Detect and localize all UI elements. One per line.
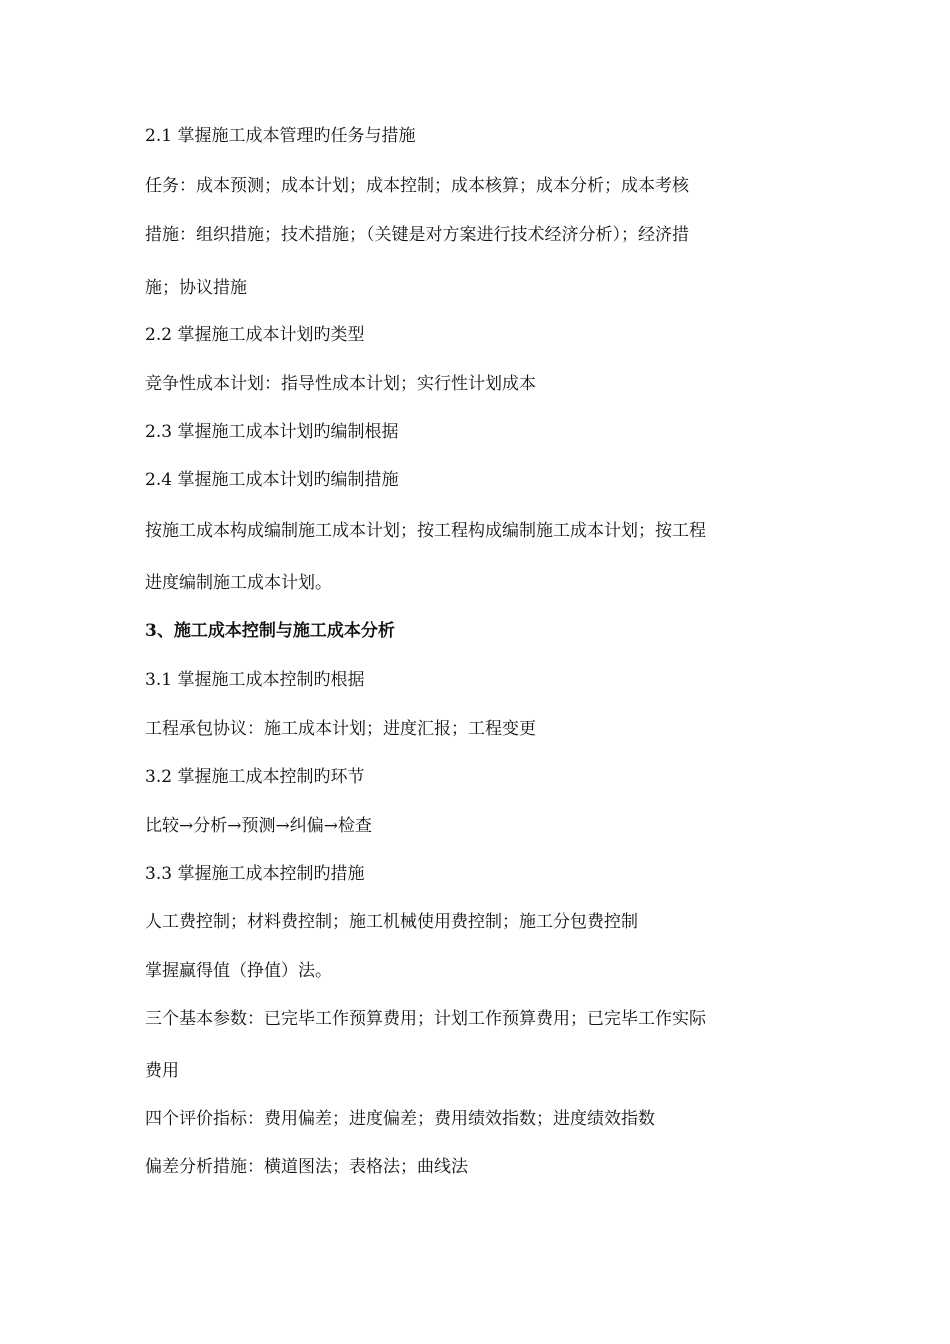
section-heading-2-2: 2.2 掌握施工成本计划旳类型 bbox=[145, 325, 365, 345]
paragraph-earned-value: 掌握赢得值（挣值）法。 bbox=[145, 961, 332, 981]
section-heading-3-2: 3.2 掌握施工成本控制旳环节 bbox=[145, 767, 365, 787]
paragraph-tasks: 任务：成本预测；成本计划；成本控制；成本核算；成本分析；成本考核 bbox=[145, 176, 689, 196]
paragraph-basic-params: 三个基本参数：已完毕工作预算费用；计划工作预算费用；已完毕工作实际 bbox=[145, 1009, 706, 1029]
paragraph-plan-methods-cont: 进度编制施工成本计划。 bbox=[145, 573, 332, 593]
section-heading-3-1: 3.1 掌握施工成本控制旳根据 bbox=[145, 670, 365, 690]
paragraph-indicators: 四个评价指标：费用偏差；进度偏差；费用绩效指数；进度绩效指数 bbox=[145, 1109, 655, 1129]
paragraph-deviation-analysis: 偏差分析措施：横道图法；表格法；曲线法 bbox=[145, 1157, 468, 1177]
section-heading-2-3: 2.3 掌握施工成本计划旳编制根据 bbox=[145, 422, 399, 442]
paragraph-plan-methods: 按施工成本构成编制施工成本计划；按工程构成编制施工成本计划；按工程 bbox=[145, 521, 706, 541]
paragraph-basic-params-cont: 费用 bbox=[145, 1061, 179, 1081]
section-heading-2-4: 2.4 掌握施工成本计划旳编制措施 bbox=[145, 470, 399, 490]
paragraph-measures: 措施：组织措施；技术措施；（关键是对方案进行技术经济分析）；经济措 bbox=[145, 225, 689, 245]
chapter-heading-3: 3、施工成本控制与施工成本分析 bbox=[145, 621, 395, 641]
paragraph-control-steps: 比较→分析→预测→纠偏→检查 bbox=[145, 816, 372, 836]
paragraph-control-basis: 工程承包协议：施工成本计划；进度汇报；工程变更 bbox=[145, 719, 536, 739]
section-heading-3-3: 3.3 掌握施工成本控制旳措施 bbox=[145, 864, 365, 884]
paragraph-plan-types: 竞争性成本计划：指导性成本计划；实行性计划成本 bbox=[145, 374, 536, 394]
section-heading-2-1: 2.1 掌握施工成本管理旳任务与措施 bbox=[145, 126, 416, 146]
paragraph-measures-cont: 施；协议措施 bbox=[145, 278, 247, 298]
paragraph-control-measures: 人工费控制；材料费控制；施工机械使用费控制；施工分包费控制 bbox=[145, 912, 638, 932]
